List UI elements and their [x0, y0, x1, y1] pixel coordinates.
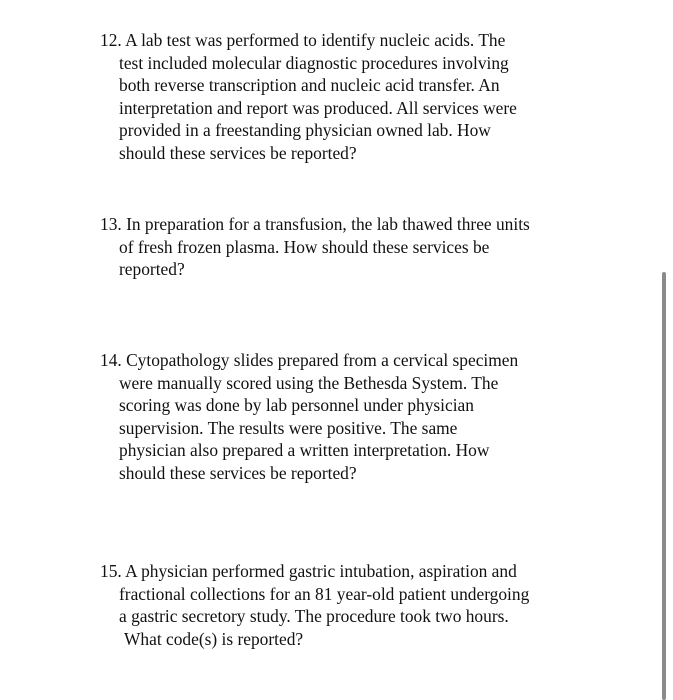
- question-line: of fresh frozen plasma. How should these services be: [119, 236, 490, 257]
- question-14: [100, 349, 600, 485]
- question-line: 13. In preparation for a transfusion, the lab thawed three units: [100, 214, 530, 234]
- question-line: 15. A physician performed gastric intubation, aspiration and: [100, 561, 517, 581]
- question-line: should these services be reported?: [119, 142, 357, 163]
- question-line: should these services be reported?: [119, 462, 357, 483]
- question-line: 14. Cytopathology slides prepared from a cervical specimen: [100, 350, 519, 370]
- question-line: a gastric secretory study. The procedure took two hours.: [119, 606, 509, 627]
- question-15: [100, 560, 600, 650]
- question-line: supervision. The results were positive. The same: [119, 417, 458, 438]
- question-line: provided in a freestanding physician owned lab. How: [119, 120, 491, 141]
- question-line: test included molecular diagnostic procedures involving: [119, 52, 509, 73]
- question-line: fractional collections for an 81 year-old patient undergoing: [119, 583, 530, 604]
- question-12: [100, 29, 600, 165]
- question-line: scoring was done by lab personnel under physician: [119, 395, 474, 416]
- question-line: physician also prepared a written interpretation. How: [119, 440, 490, 461]
- question-line: were manually scored using the Bethesda System. The: [119, 372, 499, 393]
- question-line: reported?: [119, 259, 185, 280]
- question-13: [100, 213, 600, 281]
- scrollbar-thumb[interactable]: [662, 272, 666, 700]
- question-line: both reverse transcription and nucleic acid transfer. An: [119, 75, 500, 96]
- question-line: interpretation and report was produced. All services were: [119, 97, 517, 118]
- question-line: 12. A lab test was performed to identify nucleic acids. The: [100, 30, 506, 50]
- question-line: What code(s) is reported?: [124, 628, 304, 649]
